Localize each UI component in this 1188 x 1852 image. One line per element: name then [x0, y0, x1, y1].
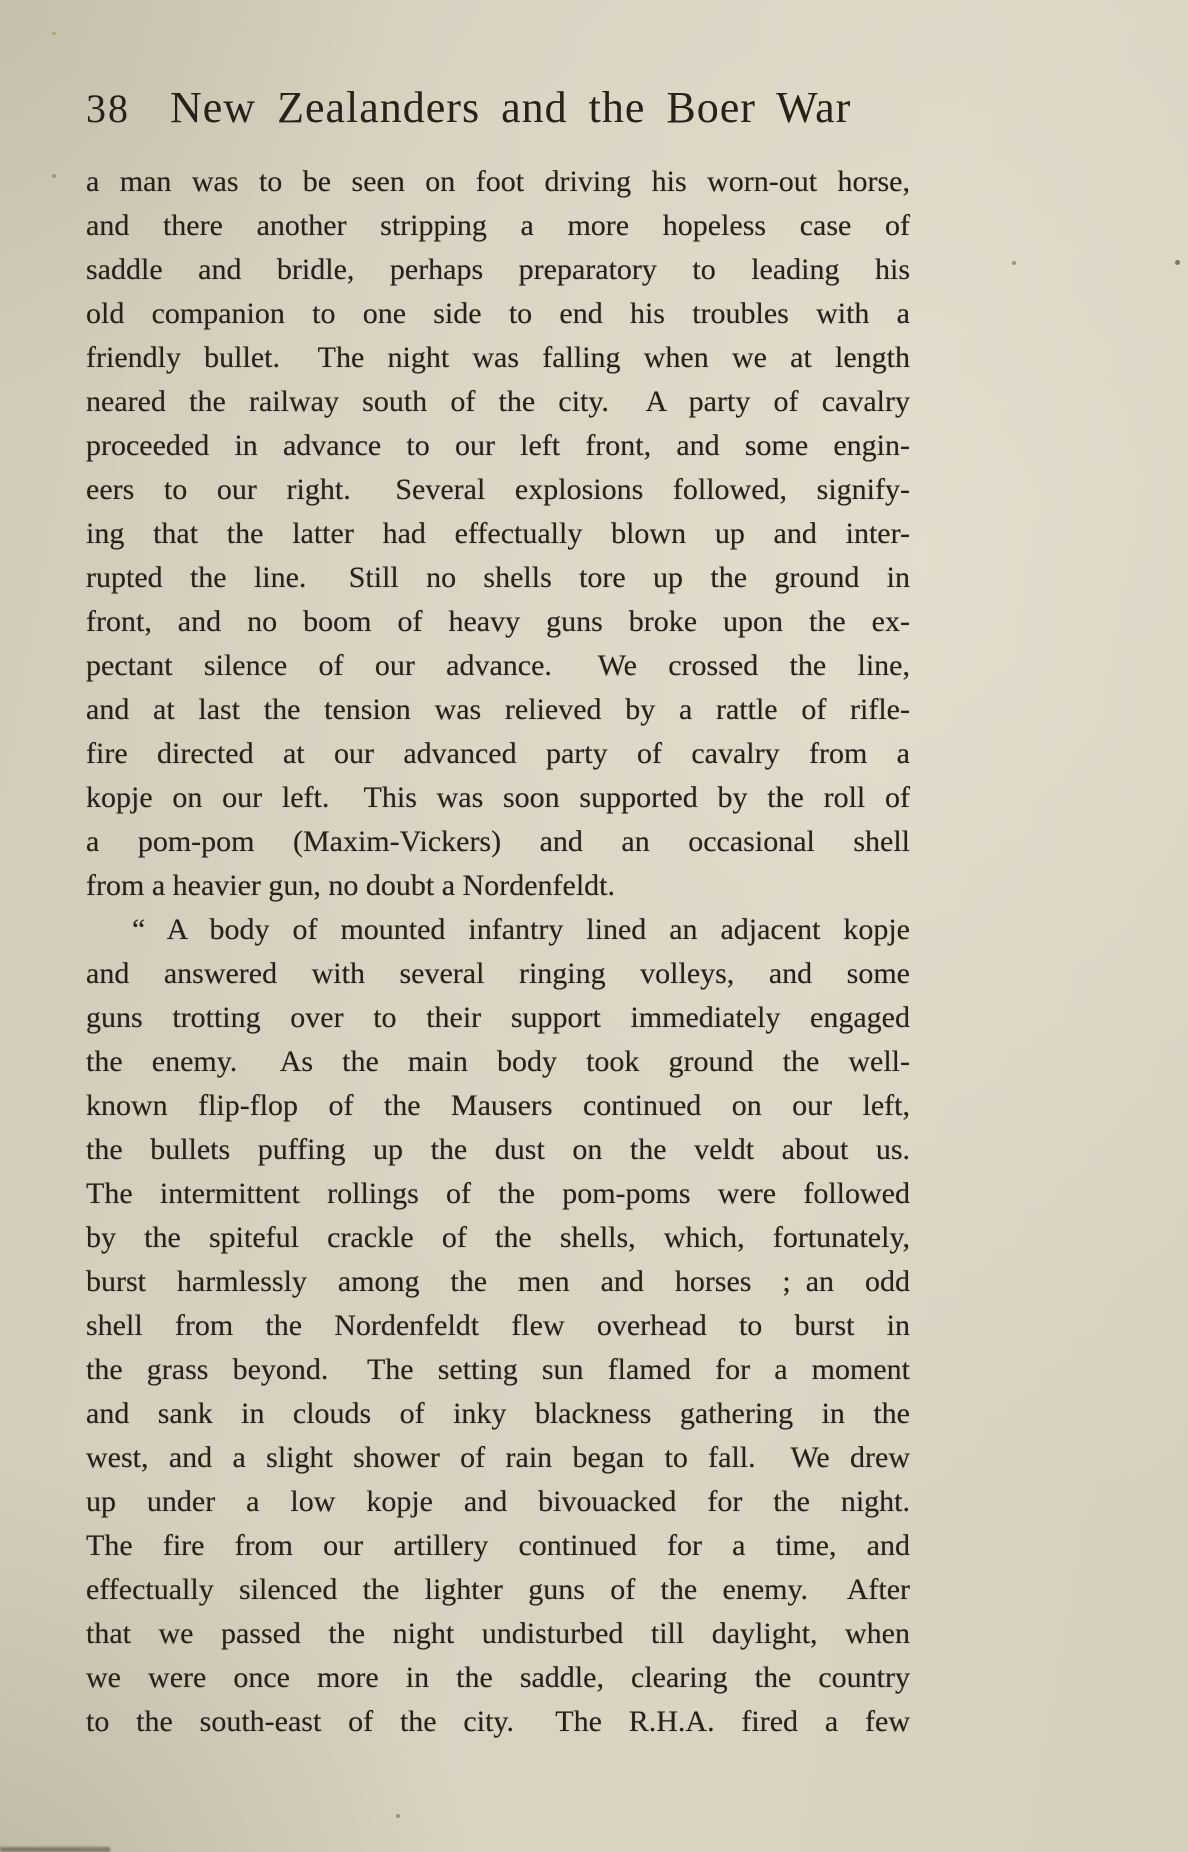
text-line: we were once more in the saddle, clearing the country: [86, 1661, 910, 1694]
text-line: the enemy. As the main body took ground the well-: [86, 1045, 910, 1078]
text-line: guns trotting over to their support immediately engaged: [86, 1001, 910, 1034]
text-line: pectant silence of our advance. We crossed the line,: [86, 649, 910, 682]
paper-speck: [1012, 261, 1016, 265]
text-line: front, and no boom of heavy guns broke upon the ex-: [86, 605, 910, 638]
paragraph: [86, 160, 910, 908]
text-line: a man was to be seen on foot driving his worn-out horse,: [86, 165, 910, 198]
text-line: and there another stripping a more hopeless case of: [86, 209, 910, 242]
paper-speck: [52, 174, 56, 178]
text-line: by the spiteful crackle of the shells, which, fortunately,: [86, 1221, 910, 1254]
page-body: [86, 160, 910, 1744]
text-line: rupted the line. Still no shells tore up the ground in: [86, 561, 910, 594]
text-line: eers to our right. Several explosions followed, signify-: [86, 473, 910, 506]
text-line: the bullets puffing up the dust on the veldt about us.: [86, 1133, 910, 1166]
text-line: old companion to one side to end his troubles with a: [86, 297, 910, 330]
text-line: known flip-flop of the Mausers continued on our left,: [86, 1089, 910, 1122]
text-line: to the south-east of the city. The R.H.A. fired a few: [86, 1705, 910, 1738]
text-line: saddle and bridle, perhaps preparatory to leading his: [86, 253, 910, 286]
text-line: burst harmlessly among the men and horses ; an odd: [86, 1265, 910, 1298]
text-line: The fire from our artillery continued for a time, and: [86, 1529, 910, 1562]
text-line: and at last the tension was relieved by a rattle of rifle-: [86, 693, 910, 726]
text-line: up under a low kopje and bivouacked for the night.: [86, 1485, 910, 1518]
paper-speck: [396, 1814, 400, 1818]
text-line: shell from the Nordenfeldt flew overhead to burst in: [86, 1309, 910, 1342]
text-line: the grass beyond. The setting sun flamed for a moment: [86, 1353, 910, 1386]
paper-speck: [52, 32, 56, 35]
text-line: that we passed the night undisturbed till daylight, when: [86, 1617, 910, 1650]
text-line: ing that the latter had effectually blown up and inter-: [86, 517, 910, 550]
text-line: fire directed at our advanced party of cavalry from a: [86, 737, 910, 770]
text-line: and sank in clouds of inky blackness gathering in the: [86, 1397, 910, 1430]
text-line: The intermittent rollings of the pom-poms were followed: [86, 1177, 910, 1210]
text-line: from a heavier gun, no doubt a Nordenfeldt.: [86, 869, 615, 902]
text-line: proceeded in advance to our left front, and some engin-: [86, 429, 910, 462]
page-edge-shadow: [0, 1847, 110, 1852]
paragraph: [86, 908, 910, 1744]
paper-speck: [1175, 260, 1180, 265]
text-line: neared the railway south of the city. A party of cavalry: [86, 385, 910, 418]
text-line: “ A body of mounted infantry lined an adjacent kopje: [132, 913, 910, 946]
text-line: effectually silenced the lighter guns of the enemy. After: [86, 1573, 910, 1606]
text-line: kopje on our left. This was soon supported by the roll of: [86, 781, 910, 814]
page-number: 38: [86, 86, 130, 131]
running-title: New Zealanders and the Boer War: [170, 83, 852, 132]
text-line: and answered with several ringing volleys, and some: [86, 957, 910, 990]
page-header: [86, 82, 910, 133]
text-line: a pom-pom (Maxim-Vickers) and an occasional shell: [86, 825, 910, 858]
text-line: friendly bullet. The night was falling when we at length: [86, 341, 910, 374]
text-line: west, and a slight shower of rain began to fall. We drew: [86, 1441, 910, 1474]
